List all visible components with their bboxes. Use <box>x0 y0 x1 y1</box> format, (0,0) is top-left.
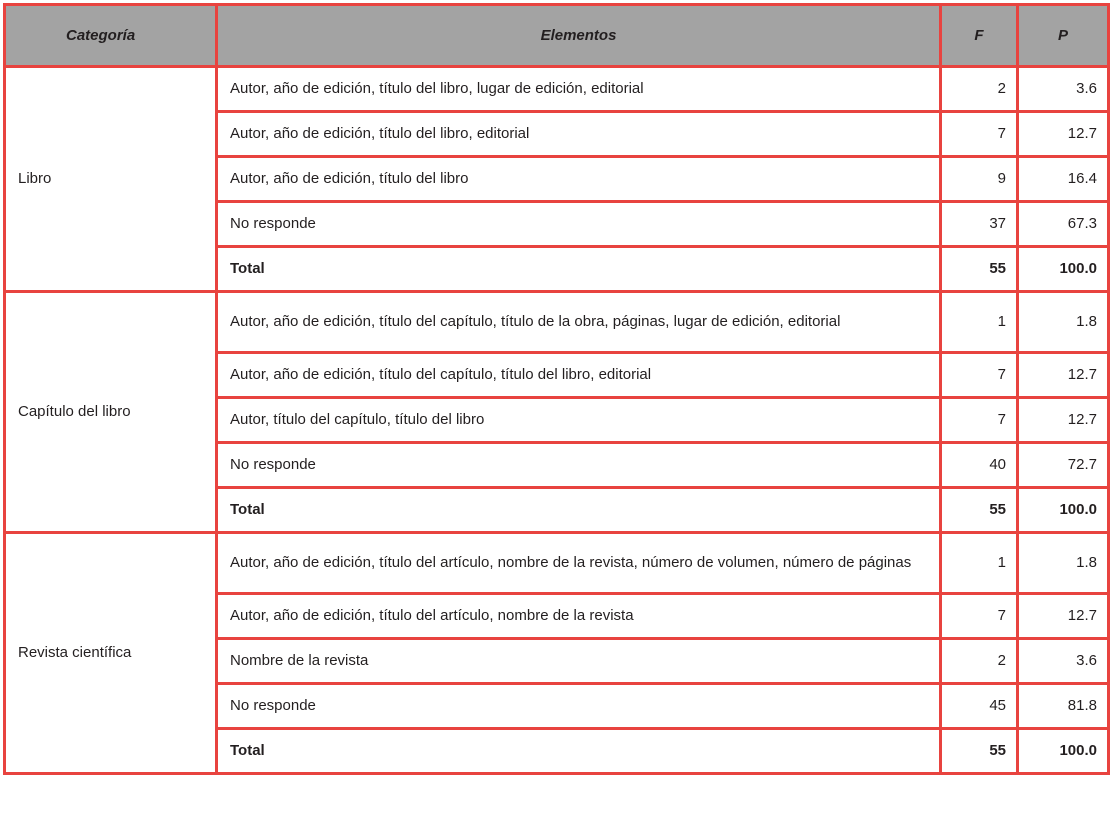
table-row <box>5 292 1109 353</box>
header-f: F <box>941 5 1018 67</box>
total-label: Total <box>217 729 941 774</box>
p-cell: 12.7 <box>1018 353 1109 398</box>
total-p: 100.0 <box>1018 247 1109 292</box>
f-cell: 2 <box>941 67 1018 112</box>
f-cell: 9 <box>941 157 1018 202</box>
p-cell: 3.6 <box>1018 639 1109 684</box>
p-cell: 3.6 <box>1018 67 1109 112</box>
total-label: Total <box>217 488 941 533</box>
header-elementos: Elementos <box>217 5 941 67</box>
total-label: Total <box>217 247 941 292</box>
f-cell: 7 <box>941 353 1018 398</box>
total-p: 100.0 <box>1018 729 1109 774</box>
p-cell: 12.7 <box>1018 594 1109 639</box>
elementos-cell: Autor, año de edición, título del libro <box>217 157 941 202</box>
p-cell: 81.8 <box>1018 684 1109 729</box>
f-cell: 7 <box>941 112 1018 157</box>
header-categoria: Categoría <box>5 5 217 67</box>
total-f: 55 <box>941 488 1018 533</box>
table-row <box>5 533 1109 594</box>
bibliographic-elements-table <box>3 3 1110 775</box>
f-cell: 40 <box>941 443 1018 488</box>
category-cell: Capítulo del libro <box>5 292 217 533</box>
total-p: 100.0 <box>1018 488 1109 533</box>
elementos-cell: Nombre de la revista <box>217 639 941 684</box>
f-cell: 2 <box>941 639 1018 684</box>
category-cell: Libro <box>5 67 217 292</box>
f-cell: 7 <box>941 594 1018 639</box>
elementos-cell: Autor, año de edición, título del libro, editorial <box>217 112 941 157</box>
p-cell: 1.8 <box>1018 292 1109 353</box>
elementos-cell: Autor, año de edición, título del artículo, nombre de la revista, número de volumen, número de páginas <box>217 533 941 594</box>
total-f: 55 <box>941 247 1018 292</box>
f-cell: 45 <box>941 684 1018 729</box>
elementos-cell: Autor, año de edición, título del libro, lugar de edición, editorial <box>217 67 941 112</box>
elementos-cell: Autor, título del capítulo, título del libro <box>217 398 941 443</box>
category-cell: Revista científica <box>5 533 217 774</box>
p-cell: 12.7 <box>1018 398 1109 443</box>
elementos-cell: No responde <box>217 684 941 729</box>
p-cell: 12.7 <box>1018 112 1109 157</box>
elementos-cell: Autor, año de edición, título del capítulo, título del libro, editorial <box>217 353 941 398</box>
elementos-cell: No responde <box>217 202 941 247</box>
header-row <box>5 5 1109 67</box>
p-cell: 1.8 <box>1018 533 1109 594</box>
elementos-cell: No responde <box>217 443 941 488</box>
header-p: P <box>1018 5 1109 67</box>
table-row <box>5 67 1109 112</box>
elementos-cell: Autor, año de edición, título del artículo, nombre de la revista <box>217 594 941 639</box>
p-cell: 16.4 <box>1018 157 1109 202</box>
f-cell: 1 <box>941 292 1018 353</box>
elementos-cell: Autor, año de edición, título del capítulo, título de la obra, páginas, lugar de edición, editorial <box>217 292 941 353</box>
total-f: 55 <box>941 729 1018 774</box>
f-cell: 1 <box>941 533 1018 594</box>
f-cell: 7 <box>941 398 1018 443</box>
f-cell: 37 <box>941 202 1018 247</box>
p-cell: 72.7 <box>1018 443 1109 488</box>
p-cell: 67.3 <box>1018 202 1109 247</box>
